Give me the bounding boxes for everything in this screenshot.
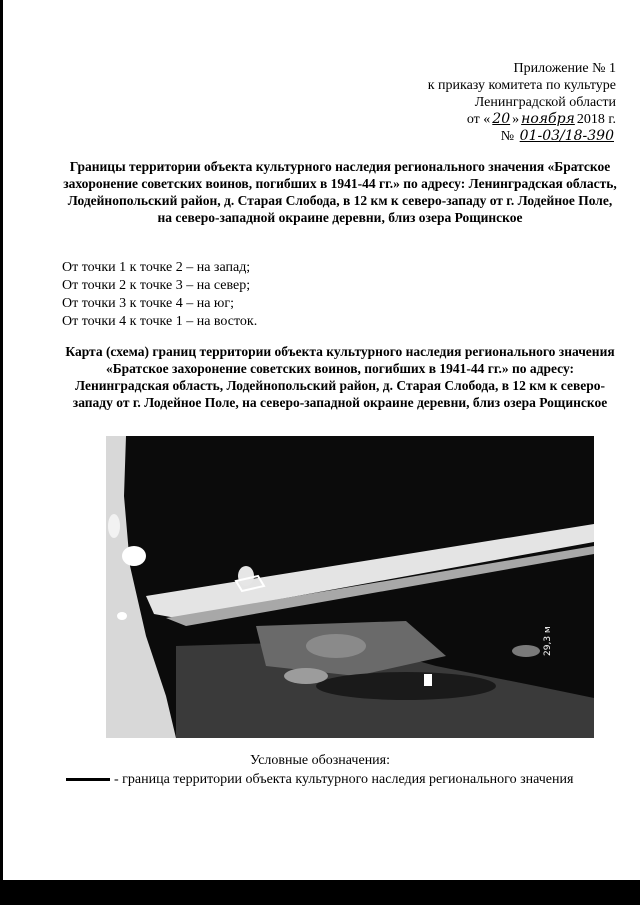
- legend-item-label: - граница территории объекта культурного наследия регионального значения: [114, 772, 574, 787]
- scan-bottom-edge: [0, 880, 640, 905]
- appendix-header: [356, 60, 616, 145]
- appendix-number: Приложение № 1: [513, 61, 616, 76]
- handwritten-month: ноября: [521, 111, 575, 127]
- handwritten-number: 01-03/18-390: [519, 128, 614, 144]
- legend-item: [66, 771, 626, 789]
- direction-item: От точки 4 к точке 1 – на восток.: [62, 314, 258, 329]
- boundary-directions: [62, 259, 462, 331]
- direction-item: От точки 3 к точке 4 – на юг;: [62, 296, 235, 311]
- boundary-line-symbol: [66, 778, 110, 781]
- map-scale-label: 29,3 м: [543, 626, 553, 656]
- legend-title: Условные обозначения:: [249, 753, 391, 768]
- order-number: № 01-03/18-390: [500, 128, 614, 144]
- handwritten-day: 20: [492, 111, 511, 127]
- document-title: Границы территории объекта культурного наследия регионального значения «Братское захоронение советских воинов, погибших в 1941-44 гг.» по адресу: Ленинградская область, Лодейнопольский район, д. Старая Слобода, в 12 км к северо-западу от г. Лодейное Поле, на северо-западной окраине деревни, близ озера Рощинское: [63, 159, 617, 225]
- direction-item: От точки 2 к точке 3 – на север;: [62, 278, 251, 293]
- direction-item: От точки 1 к точке 2 – на запад;: [62, 260, 251, 275]
- region-name: Ленинградской области: [474, 95, 616, 110]
- aerial-map: [106, 436, 594, 738]
- order-date: от « 20 » ноября 2018 г.: [466, 111, 616, 127]
- map-title: Карта (схема) границ территории объекта культурного наследия регионального значения «Братское захоронение советских воинов, погибших в 1941-44 гг.» по адресу: Ленинградская область, Лодейнопольский район, д. Старая Слобода, в 12 км к северо-западу от г. Лодейное Поле, на северо-западной окраине деревни, близ озера Рощинское: [65, 344, 615, 410]
- order-reference: к приказу комитета по культуре: [427, 78, 616, 93]
